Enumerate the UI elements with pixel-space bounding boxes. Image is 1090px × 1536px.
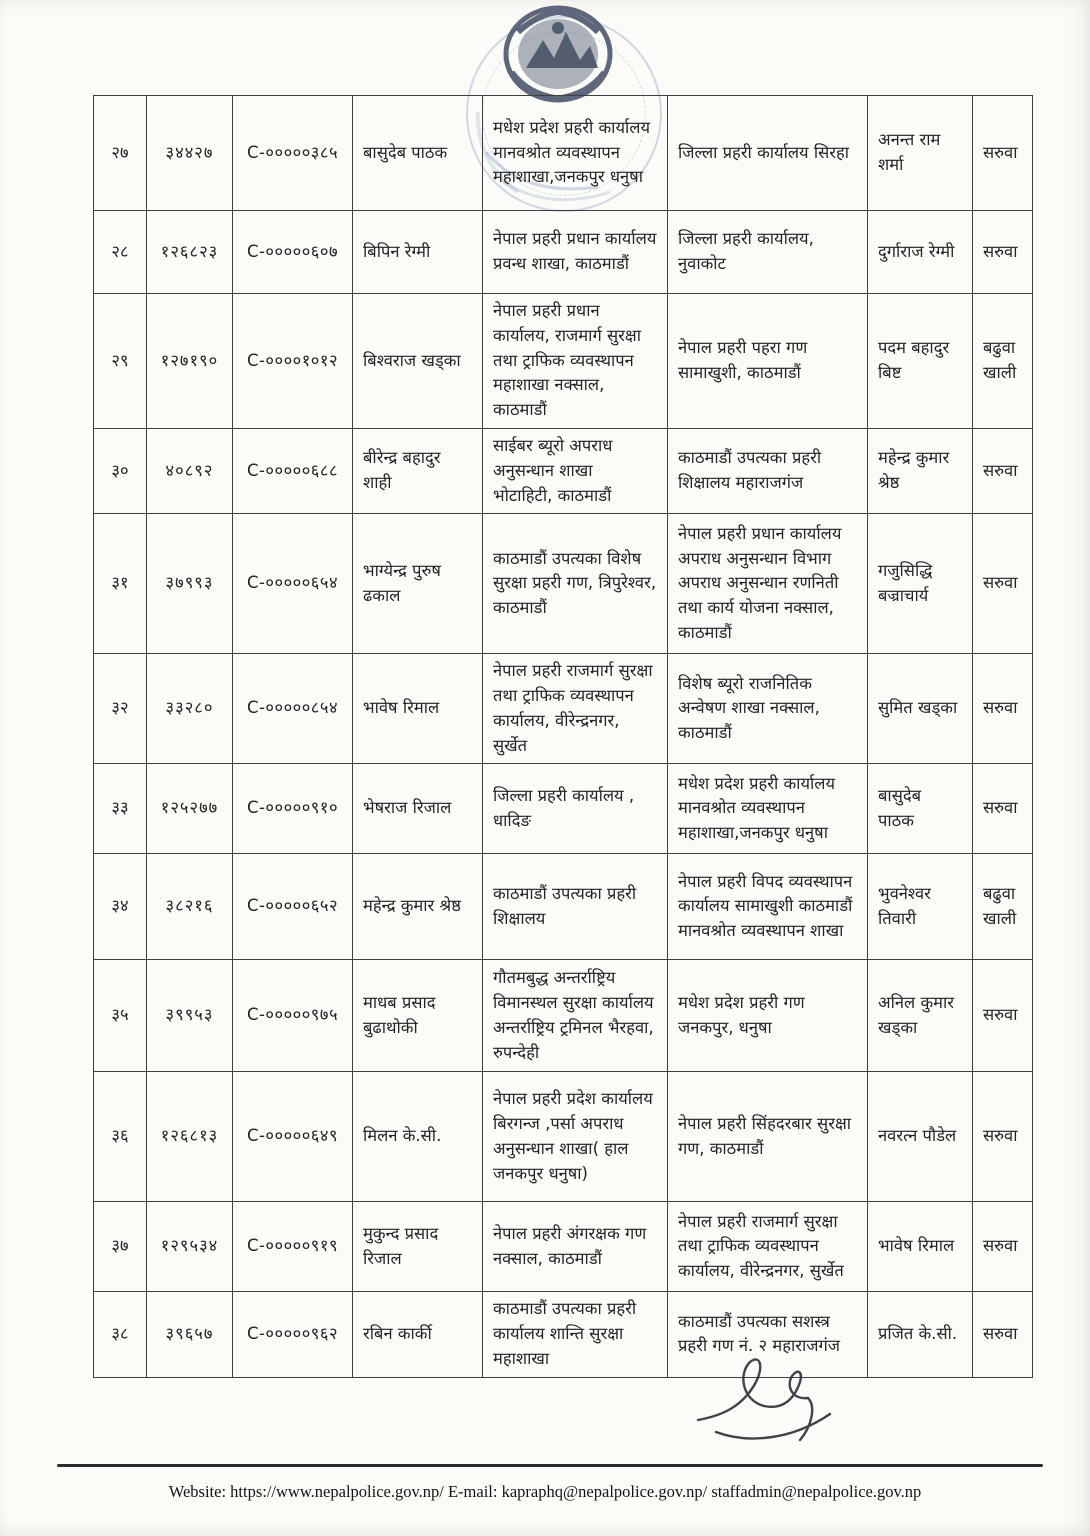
- remark: बढुवा खाली: [973, 854, 1033, 960]
- current-office: काठमाडौं उपत्यका प्रहरी कार्यालय शान्ति सुरक्षा महाशाखा: [483, 1292, 668, 1377]
- table-row: [94, 854, 1033, 960]
- serial-no: ३२: [94, 654, 147, 764]
- remark: सरुवा: [973, 654, 1033, 764]
- new-office: जिल्ला प्रहरी कार्यालय, नुवाकोट: [668, 211, 868, 294]
- badge-no: ३९६५७: [147, 1292, 233, 1377]
- badge-no: १२५२७७: [147, 764, 233, 854]
- code-no: C-०००००३८५: [233, 96, 353, 211]
- employee-name: भेषराज रिजाल: [353, 764, 483, 854]
- current-office: गौतमबुद्ध अन्तर्राष्ट्रिय विमानस्थल सुरक्षा कार्यालय अन्तर्राष्ट्रिय ट्रमिनल भैरहवा, रुपन्देही: [483, 960, 668, 1072]
- current-office: काठमाडौं उपत्यका विशेष सुरक्षा प्रहरी गण, त्रिपुरेश्वर, काठमाडौं: [483, 514, 668, 654]
- badge-no: १२७१९०: [147, 294, 233, 429]
- code-no: C-०००००६८८: [233, 429, 353, 514]
- employee-name: मुकुन्द प्रसाद रिजाल: [353, 1202, 483, 1292]
- replacement-name: भावेष रिमाल: [868, 1202, 973, 1292]
- table-row: [94, 1072, 1033, 1202]
- replacement-name: बासुदेब पाठक: [868, 764, 973, 854]
- employee-name: भाग्येन्द्र पुरुष ढकाल: [353, 514, 483, 654]
- footer-contact: Website: https://www.nepalpolice.gov.np/ E-mail: kapraphq@nepalpolice.gov.np/ staffadmin@nepalpolice.gov.np: [168, 1482, 922, 1501]
- code-no: C-०००००९७५: [233, 960, 353, 1072]
- code-no: C-०००००६५४: [233, 514, 353, 654]
- code-no: C-०००००६०७: [233, 211, 353, 294]
- badge-no: ४०८९२: [147, 429, 233, 514]
- badge-no: १२६८२३: [147, 211, 233, 294]
- serial-no: ३६: [94, 1072, 147, 1202]
- current-office: नेपाल प्रहरी राजमार्ग सुरक्षा तथा ट्राफिक व्यवस्थापन कार्यालय, वीरेन्द्रनगर, सुर्खेत: [483, 654, 668, 764]
- replacement-name: दुर्गाराज रेग्मी: [868, 211, 973, 294]
- remark: सरुवा: [973, 1072, 1033, 1202]
- code-no: C-०००००९६२: [233, 1292, 353, 1377]
- serial-no: २७: [94, 96, 147, 211]
- code-no: C-०००००६५२: [233, 854, 353, 960]
- current-office: नेपाल प्रहरी प्रधान कार्यालय, राजमार्ग सुरक्षा तथा ट्राफिक व्यवस्थापन महाशाखा नक्साल, काठमाडौं: [483, 294, 668, 429]
- serial-no: २८: [94, 211, 147, 294]
- replacement-name: भुवनेश्वर तिवारी: [868, 854, 973, 960]
- new-office: नेपाल प्रहरी पहरा गण सामाखुशी, काठमाडौं: [668, 294, 868, 429]
- replacement-name: सुमित खड्का: [868, 654, 973, 764]
- replacement-name: महेन्द्र कुमार श्रेष्ठ: [868, 429, 973, 514]
- employee-name: बासुदेब पाठक: [353, 96, 483, 211]
- serial-no: ३४: [94, 854, 147, 960]
- code-no: C-००००१०१२: [233, 294, 353, 429]
- current-office: काठमाडौं उपत्यका प्रहरी शिक्षालय: [483, 854, 668, 960]
- serial-no: ३०: [94, 429, 147, 514]
- table-row: [94, 96, 1033, 211]
- badge-no: १२९५३४: [147, 1202, 233, 1292]
- replacement-name: अनिल कुमार खड्का: [868, 960, 973, 1072]
- current-office: नेपाल प्रहरी अंगरक्षक गण नक्साल, काठमाडौं: [483, 1202, 668, 1292]
- employee-name: माधब प्रसाद बुढाथोकी: [353, 960, 483, 1072]
- code-no: C-०००००९१९: [233, 1202, 353, 1292]
- serial-no: २९: [94, 294, 147, 429]
- employee-name: भावेष रिमाल: [353, 654, 483, 764]
- table-row: [94, 211, 1033, 294]
- current-office: जिल्ला प्रहरी कार्यालय , धादिङ: [483, 764, 668, 854]
- table-row: [94, 654, 1033, 764]
- code-no: C-०००००८५४: [233, 654, 353, 764]
- replacement-name: प्रजित के.सी.: [868, 1292, 973, 1377]
- replacement-name: पदम बहादुर बिष्ट: [868, 294, 973, 429]
- employee-name: महेन्द्र कुमार श्रेष्ठ: [353, 854, 483, 960]
- remark: सरुवा: [973, 1202, 1033, 1292]
- employee-name: बिपिन रेग्मी: [353, 211, 483, 294]
- new-office: काठमाडौं उपत्यका प्रहरी शिक्षालय महाराजगंज: [668, 429, 868, 514]
- serial-no: ३१: [94, 514, 147, 654]
- remark: सरुवा: [973, 429, 1033, 514]
- new-office: नेपाल प्रहरी प्रधान कार्यालय अपराध अनुसन्धान विभाग अपराध अनुसन्धान रणनिती तथा कार्य योजना नक्साल, काठमाडौं: [668, 514, 868, 654]
- code-no: C-०००००९१०: [233, 764, 353, 854]
- serial-no: ३८: [94, 1292, 147, 1377]
- current-office: नेपाल प्रहरी प्रदेश कार्यालय बिरगन्ज ,पर्सा अपराध अनुसन्धान शाखा( हाल जनकपुर धनुषा): [483, 1072, 668, 1202]
- remark: सरुवा: [973, 1292, 1033, 1377]
- current-office: साईबर ब्यूरो अपराध अनुसन्धान शाखा भोटाहिटी, काठमाडौं: [483, 429, 668, 514]
- new-office: मधेश प्रदेश प्रहरी गण जनकपुर, धनुषा: [668, 960, 868, 1072]
- serial-no: ३३: [94, 764, 147, 854]
- employee-name: बिश्वराज खड्का: [353, 294, 483, 429]
- remark: सरुवा: [973, 514, 1033, 654]
- new-office: मधेश प्रदेश प्रहरी कार्यालय मानवश्रोत व्यवस्थापन महाशाखा,जनकपुर धनुषा: [668, 764, 868, 854]
- new-office: जिल्ला प्रहरी कार्यालय सिरहा: [668, 96, 868, 211]
- current-office: नेपाल प्रहरी प्रधान कार्यालय प्रवन्ध शाखा, काठमाडौं: [483, 211, 668, 294]
- badge-no: ३८२१६: [147, 854, 233, 960]
- table-row: [94, 514, 1033, 654]
- remark: सरुवा: [973, 96, 1033, 211]
- serial-no: ३५: [94, 960, 147, 1072]
- new-office: नेपाल प्रहरी सिंहदरबार सुरक्षा गण, काठमाडौं: [668, 1072, 868, 1202]
- employee-name: रबिन कार्की: [353, 1292, 483, 1377]
- table-row: [94, 960, 1033, 1072]
- table-row: [94, 429, 1033, 514]
- new-office: काठमाडौं उपत्यका सशस्त्र प्रहरी गण नं. २ महाराजगंज: [668, 1292, 868, 1377]
- replacement-name: अनन्त राम शर्मा: [868, 96, 973, 211]
- badge-no: ३४४२७: [147, 96, 233, 211]
- remark: सरुवा: [973, 960, 1033, 1072]
- remark: बढुवा खाली: [973, 294, 1033, 429]
- remark: सरुवा: [973, 211, 1033, 294]
- table-row: [94, 1292, 1033, 1377]
- employee-name: बीरेन्द्र बहादुर शाही: [353, 429, 483, 514]
- serial-no: ३७: [94, 1202, 147, 1292]
- new-office: नेपाल प्रहरी विपद व्यवस्थापन कार्यालय सामाखुशी काठमाडौं मानवश्रोत व्यवस्थापन शाखा: [668, 854, 868, 960]
- badge-no: ३७९९३: [147, 514, 233, 654]
- replacement-name: गजुसिद्धि बज्राचार्य: [868, 514, 973, 654]
- new-office: नेपाल प्रहरी राजमार्ग सुरक्षा तथा ट्राफिक व्यवस्थापन कार्यालय, वीरेन्द्रनगर, सुर्खेत: [668, 1202, 868, 1292]
- remark: सरुवा: [973, 764, 1033, 854]
- badge-no: १२६८१३: [147, 1072, 233, 1202]
- new-office: विशेष ब्यूरो राजनितिक अन्वेषण शाखा नक्साल, काठमाडौं: [668, 654, 868, 764]
- replacement-name: नवरत्न पौडेल: [868, 1072, 973, 1202]
- footer-divider: [57, 1464, 1043, 1467]
- badge-no: ३३२८०: [147, 654, 233, 764]
- table-row: [94, 764, 1033, 854]
- employee-name: मिलन के.सी.: [353, 1072, 483, 1202]
- signature: [690, 1348, 850, 1453]
- table-row: [94, 294, 1033, 429]
- code-no: C-०००००६४९: [233, 1072, 353, 1202]
- current-office: मधेश प्रदेश प्रहरी कार्यालय मानवश्रोत व्यवस्थापन महाशाखा,जनकपुर धनुषा: [483, 96, 668, 211]
- transfer-table: [93, 95, 1033, 1378]
- badge-no: ३९९५३: [147, 960, 233, 1072]
- table-row: [94, 1202, 1033, 1292]
